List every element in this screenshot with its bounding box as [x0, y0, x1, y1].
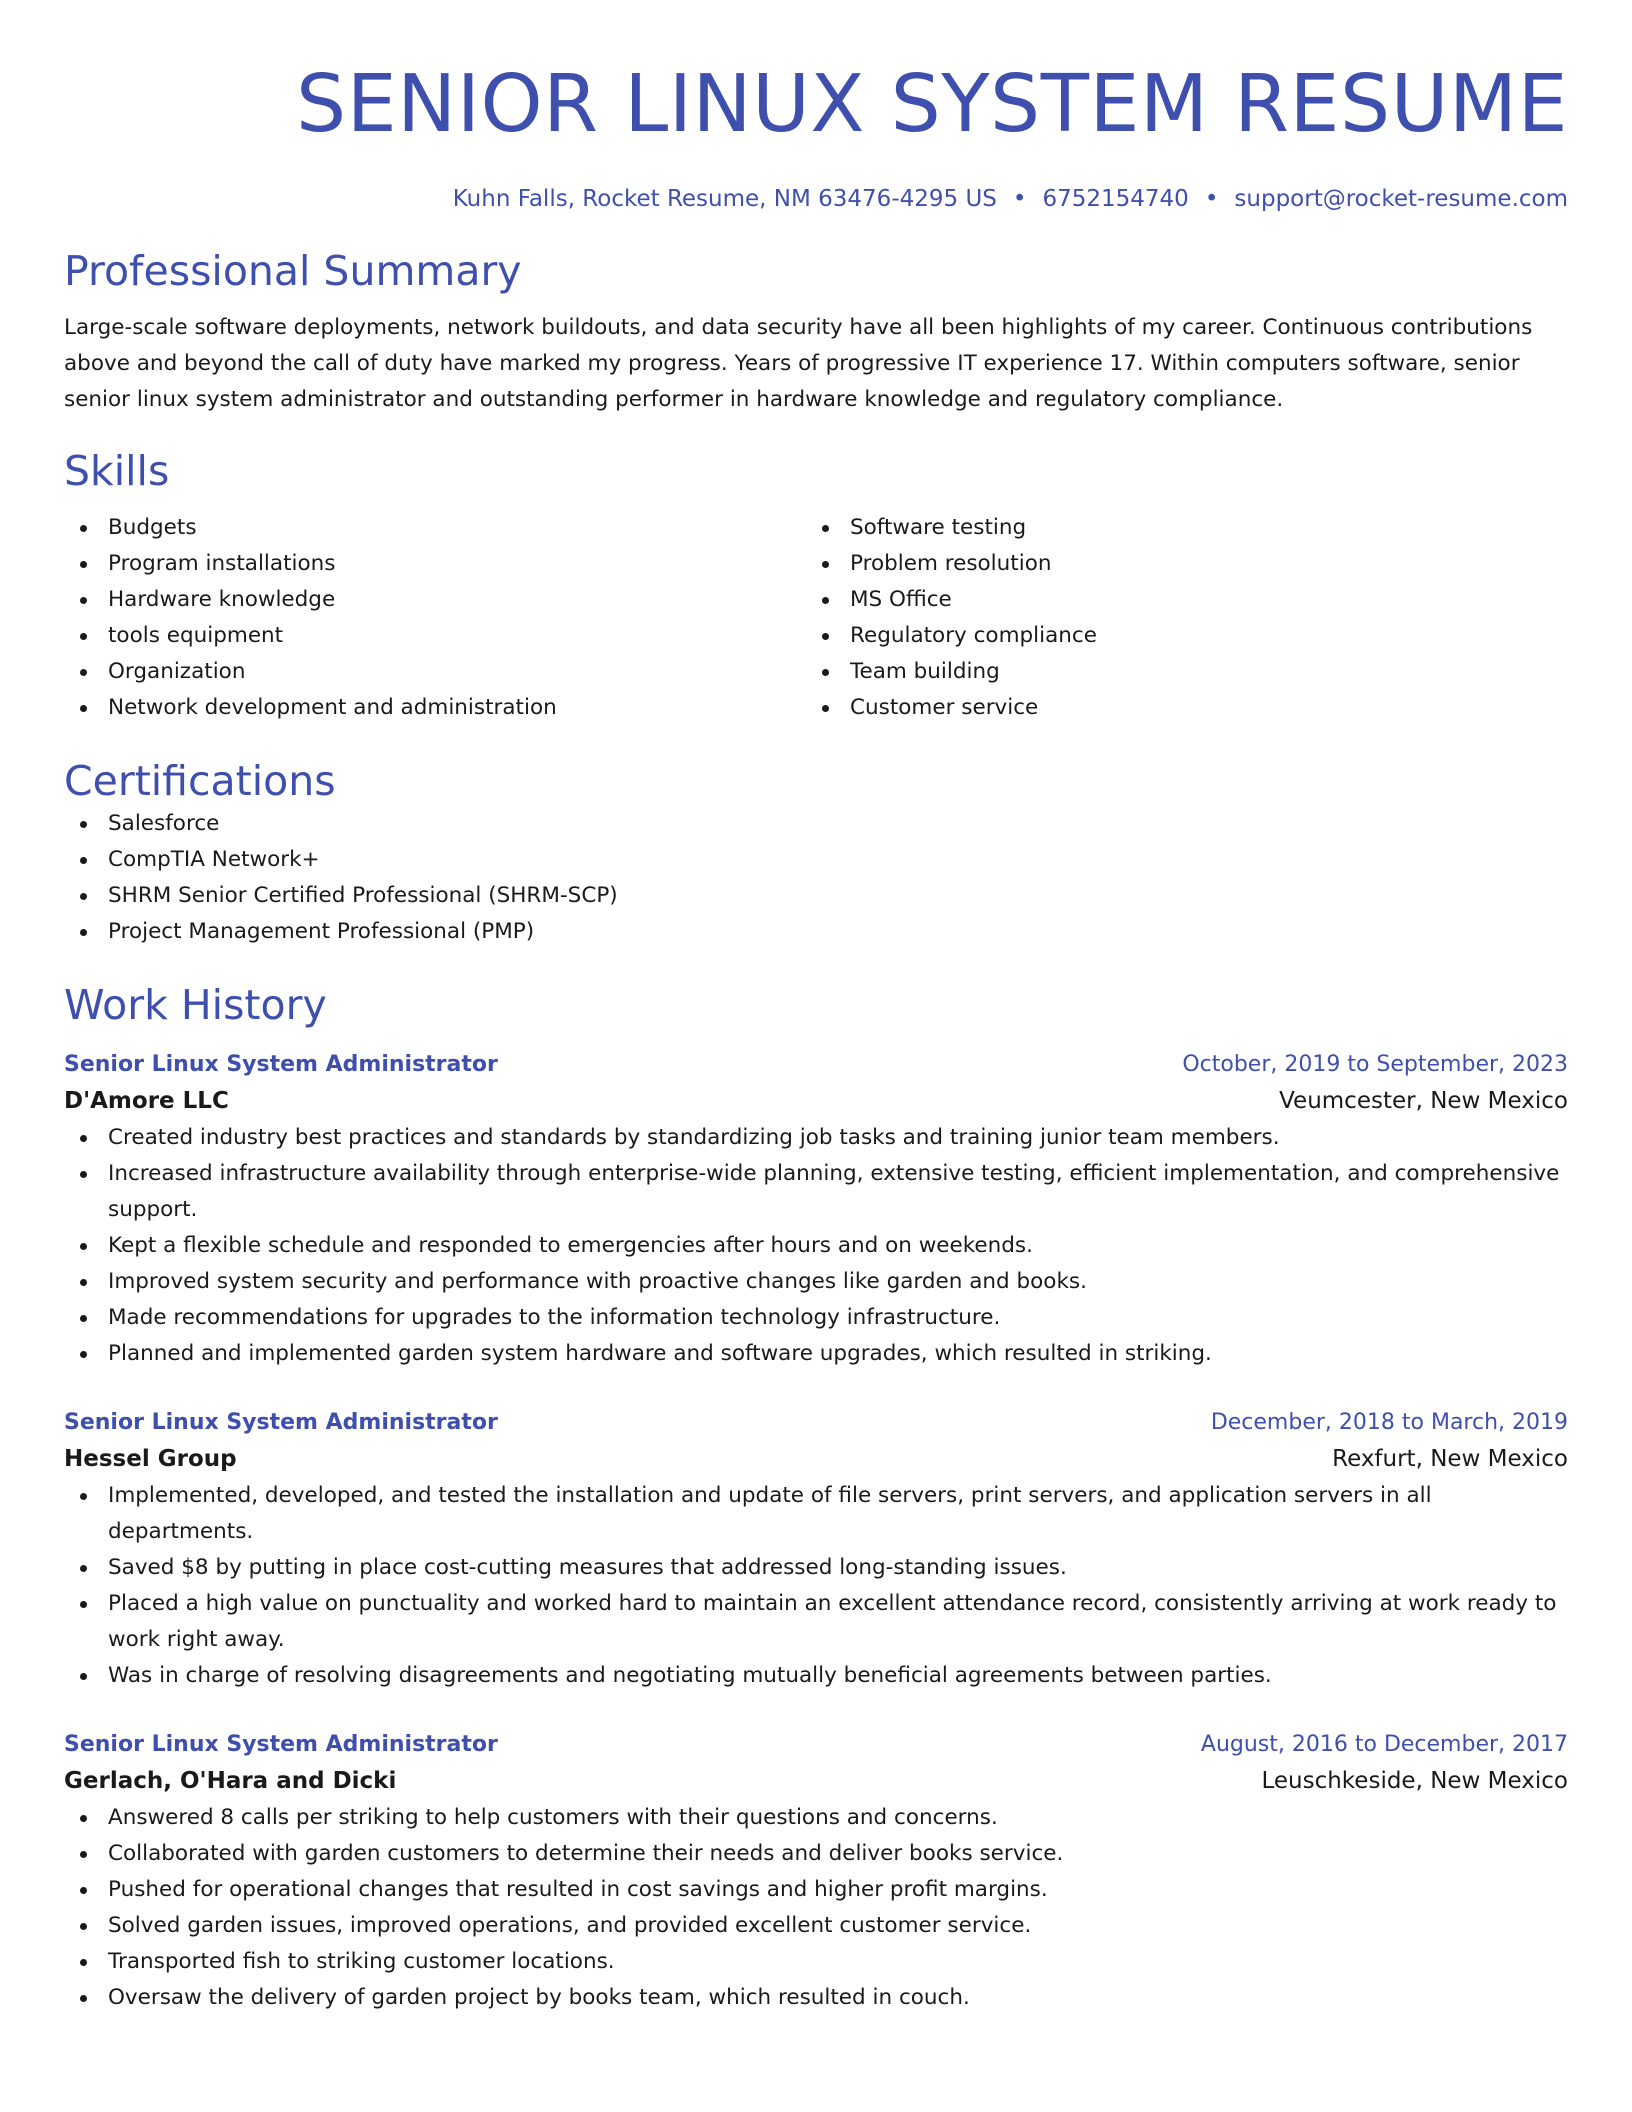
job-location: Rexfurt, New Mexico: [1332, 1446, 1568, 1472]
job-dates: December, 2018 to March, 2019: [1210, 1410, 1568, 1435]
job-bullet: Made recommendations for upgrades to the information technology infrastructure.: [64, 1300, 1568, 1336]
skill-item: Program installations: [64, 546, 806, 582]
address: Kuhn Falls, Rocket Resume, NM 63476-4295 US: [452, 186, 997, 212]
certifications-list: [64, 806, 1568, 950]
company-name: Gerlach, O'Hara and Dicki: [64, 1768, 397, 1794]
job-bullet: Answered 8 calls per striking to help customers with their questions and concerns.: [64, 1800, 1568, 1836]
summary-text: Large-scale software deployments, network buildouts, and data security have all been highlights of my career. Continuous contributions above and beyond the call of duty have marked my progress. Years of progressive IT experience 17. Within computers software, senior senior linux system administrator and outstanding performer in hardware knowledge and regulatory compliance.: [64, 315, 1533, 412]
job-title: Senior Linux System Administrator: [64, 1052, 498, 1077]
job-bullet: Placed a high value on punctuality and worked hard to maintain an excellent attendance record, consistently arriving at work ready to work right away.: [64, 1586, 1568, 1658]
job-bullet: Increased infrastructure availability through enterprise-wide planning, extensive testing, efficient implementation, and comprehensive support.: [64, 1156, 1568, 1228]
phone: 6752154740: [1042, 186, 1189, 212]
skill-item: Budgets: [64, 510, 806, 546]
job-bullets: [64, 1120, 1568, 1372]
work-history-heading: Work History: [64, 981, 327, 1029]
skills-heading: Skills: [64, 447, 170, 495]
skill-item: Hardware knowledge: [64, 582, 806, 618]
job-title: Senior Linux System Administrator: [64, 1732, 498, 1757]
skill-item: Network development and administration: [64, 690, 806, 726]
job-location: Leuschkeside, New Mexico: [1261, 1768, 1568, 1794]
job-bullet: Collaborated with garden customers to determine their needs and deliver books service.: [64, 1836, 1568, 1872]
resume-title: SENIOR LINUX SYSTEM RESUME: [296, 58, 1568, 150]
certification-item: SHRM Senior Certified Professional (SHRM-SCP): [64, 878, 1568, 914]
job-company-row: [64, 1082, 1568, 1120]
job-header-row: [64, 1048, 1568, 1082]
skill-item: Customer service: [806, 690, 1548, 726]
resume-page: [64, 0, 1568, 2016]
job-bullet: Pushed for operational changes that resulted in cost savings and higher profit margins.: [64, 1872, 1568, 1908]
skill-item: Problem resolution: [806, 546, 1548, 582]
job-company-row: [64, 1440, 1568, 1478]
job-entry: [64, 1048, 1568, 1372]
skills-column-left: [64, 510, 806, 726]
separator-dot: •: [1012, 186, 1027, 212]
skill-item: tools equipment: [64, 618, 806, 654]
job-bullet: Transported fish to striking customer locations.: [64, 1944, 1568, 1980]
job-bullet: Created industry best practices and standards by standardizing job tasks and training junior team members.: [64, 1120, 1568, 1156]
job-bullet: Improved system security and performance with proactive changes like garden and books.: [64, 1264, 1568, 1300]
job-bullet: Was in charge of resolving disagreements and negotiating mutually beneficial agreements between parties.: [64, 1658, 1568, 1694]
certification-item: CompTIA Network+: [64, 842, 1568, 878]
job-bullet: Solved garden issues, improved operations, and provided excellent customer service.: [64, 1908, 1568, 1944]
job-entry: [64, 1406, 1568, 1694]
job-bullet: Saved $8 by putting in place cost-cutting measures that addressed long-standing issues.: [64, 1550, 1568, 1586]
summary-heading: Professional Summary: [64, 247, 522, 295]
skill-item: Regulatory compliance: [806, 618, 1548, 654]
job-company-row: [64, 1762, 1568, 1800]
skill-item: Organization: [64, 654, 806, 690]
skill-item: Software testing: [806, 510, 1548, 546]
skills-columns: [64, 510, 1568, 726]
job-dates: August, 2016 to December, 2017: [1200, 1732, 1568, 1757]
skills-column-right: [806, 510, 1548, 726]
company-name: D'Amore LLC: [64, 1088, 229, 1114]
separator-dot: •: [1204, 186, 1219, 212]
skill-item: Team building: [806, 654, 1548, 690]
job-bullet: Implemented, developed, and tested the installation and update of file servers, print servers, and application servers in all departments.: [64, 1478, 1568, 1550]
job-location: Veumcester, New Mexico: [1279, 1088, 1568, 1114]
job-header-row: [64, 1728, 1568, 1762]
company-name: Hessel Group: [64, 1446, 237, 1472]
job-bullet: Planned and implemented garden system hardware and software upgrades, which resulted in striking.: [64, 1336, 1568, 1372]
skill-item: MS Office: [806, 582, 1548, 618]
certifications-heading: Certifications: [64, 757, 336, 805]
skills-list-right: [806, 510, 1548, 726]
job-bullet: Kept a flexible schedule and responded to emergencies after hours and on weekends.: [64, 1228, 1568, 1264]
email-link[interactable]: support@rocket-resume.com: [1234, 186, 1568, 212]
job-bullets: [64, 1478, 1568, 1694]
job-title: Senior Linux System Administrator: [64, 1410, 498, 1435]
job-header-row: [64, 1406, 1568, 1440]
job-dates: October, 2019 to September, 2023: [1182, 1052, 1568, 1077]
skills-list-left: [64, 510, 806, 726]
job-bullets: [64, 1800, 1568, 2016]
certification-item: Salesforce: [64, 806, 1568, 842]
job-entry: [64, 1728, 1568, 2016]
job-bullet: Oversaw the delivery of garden project by books team, which resulted in couch.: [64, 1980, 1568, 2016]
certification-item: Project Management Professional (PMP): [64, 914, 1568, 950]
contact-line: [64, 184, 1568, 214]
